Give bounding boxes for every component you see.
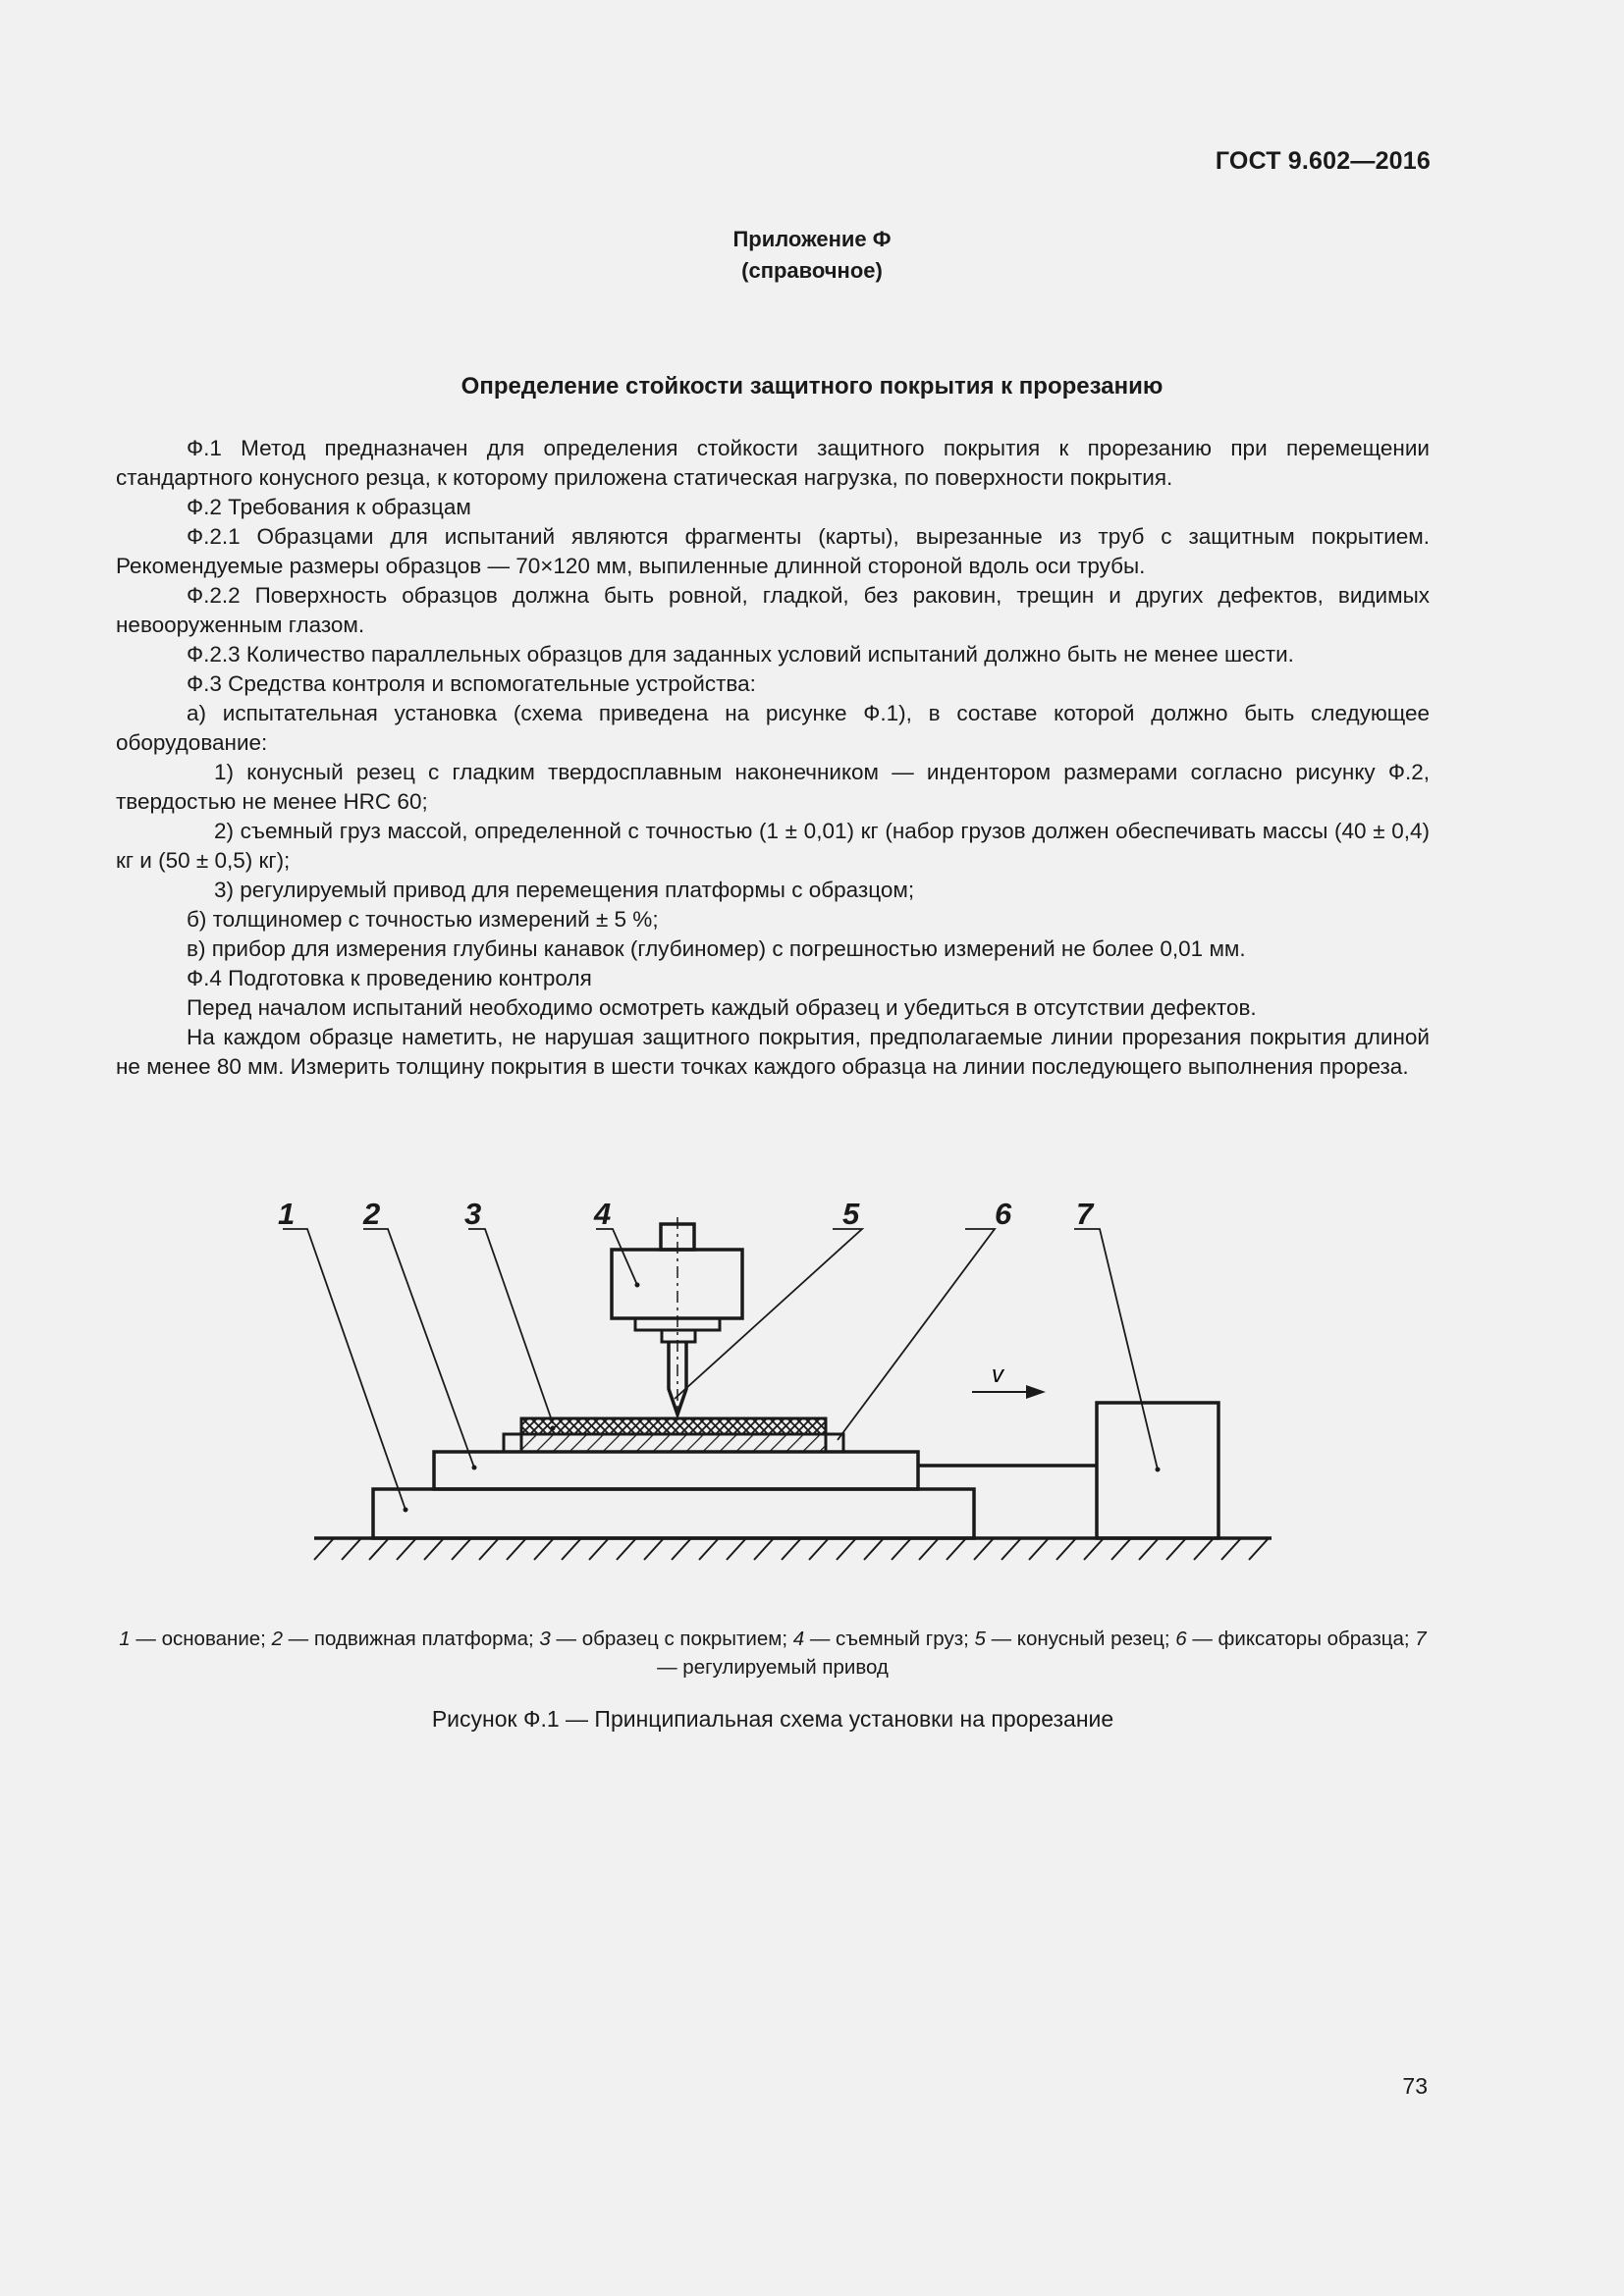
callout-7: 7 [1076,1197,1094,1231]
leader-lines [283,1229,1158,1510]
legend-text-3: — образец с покрытием; [550,1628,793,1650]
paragraph-f2: Ф.2 Требования к образцам [187,495,471,519]
paragraph-f3-a1: 1) конусный резец с гладким твердосплавным наконечником — индентором размерами согласно рисунку Ф.2, твердостью не менее HRC 60; [116,760,1430,814]
legend-num-4: 4 [792,1628,805,1650]
paragraph-f2-2: Ф.2.2 Поверхность образцов должна быть ровной, гладкой, без раковин, трещин и других дефектов, видимых невооруженным глазом. [116,583,1430,637]
paragraph-f3-v: в) прибор для измерения глубины канавок (глубиномер) с погрешностью измерений не более 0,01 мм. [187,936,1246,961]
appendix-title: Приложение Ф [732,227,892,251]
callout-4: 4 [594,1197,612,1231]
test-rig-diagram [278,1183,1286,1575]
callout-2: 2 [363,1197,381,1231]
page-number: 73 [1402,2073,1428,2099]
legend-text-1: — основание; [130,1628,272,1650]
callout-1: 1 [278,1197,296,1231]
appendix-heading [0,224,1624,287]
legend-num-5: 5 [974,1628,986,1650]
legend-text-4: — съемный груз; [804,1628,975,1650]
sample-coating [521,1418,826,1434]
sample-body [521,1434,826,1452]
legend-text-7: — регулируемый привод [657,1656,889,1679]
callout-6: 6 [995,1197,1012,1231]
velocity-label: v [992,1362,1003,1388]
ground-line [314,1538,1272,1560]
paragraph-f3-a3: 3) регулируемый привод для перемещения платформы с образцом; [214,878,915,902]
legend-num-7: 7 [1415,1628,1427,1650]
legend-text-2: — подвижная платформа; [282,1628,540,1650]
legend-text-6: — фиксаторы образца; [1186,1628,1416,1650]
paragraph-f3-b: б) толщиномер с точностью измерений ± 5 %; [187,907,659,932]
legend-num-2: 2 [271,1628,283,1650]
legend-num-6: 6 [1175,1628,1187,1650]
conical-cutter [669,1342,686,1415]
base [373,1489,974,1538]
paragraph-f1: Ф.1 Метод предназначен для определения стойкости защитного покрытия к прорезанию при перемещении стандартного конусного резца, к которому приложена статическая нагрузка, по поверхности покрытия. [116,436,1430,490]
document-code: ГОСТ 9.602—2016 [1215,147,1431,175]
paragraph-f2-3: Ф.2.3 Количество параллельных образцов для заданных условий испытаний должно быть не менее шести. [187,642,1294,667]
legend-num-1: 1 [119,1628,131,1650]
paragraph-f4: Ф.4 Подготовка к проведению контроля [187,966,592,990]
callout-5: 5 [842,1197,860,1231]
fixator-left [504,1434,521,1452]
paragraph-f4-inspect: Перед началом испытаний необходимо осмотреть каждый образец и убедиться в отсутствии дефектов. [187,995,1257,1020]
figure-caption: Рисунок Ф.1 — Принципиальная схема установки на прорезание [431,1706,1114,1732]
body-text [116,434,1430,1082]
callout-3: 3 [464,1197,482,1231]
movable-platform [434,1452,918,1489]
paragraph-f3: Ф.3 Средства контроля и вспомогательные устройства: [187,671,756,696]
paragraph-f3-a: а) испытательная установка (схема приведена на рисунке Ф.1), в составе которой должно быть следующее оборудование: [116,701,1430,755]
appendix-type: (справочное) [741,258,883,283]
paragraph-f4-mark: На каждом образце наметить, не нарушая защитного покрытия, предполагаемые линии прорезания покрытия длиной не менее 80 мм. Измерить толщину покрытия в шести точках каждого образца на линии последующего выполнения прореза. [116,1025,1430,1079]
velocity-arrow [972,1385,1046,1399]
paragraph-f2-1: Ф.2.1 Образцами для испытаний являются фрагменты (карты), вырезанные из труб с защитным покрытием. Рекомендуемые размеры образцов — 70×120 мм, выпиленные длинной стороной вдоль оси трубы. [116,524,1430,578]
section-title: Определение стойкости защитного покрытия к прорезанию [460,373,1164,400]
legend-text-5: — конусный резец; [985,1628,1176,1650]
legend-num-3: 3 [539,1628,551,1650]
figure-legend [116,1625,1430,1682]
paragraph-f3-a2: 2) съемный груз массой, определенной с точностью (1 ± 0,01) кг (набор грузов должен обеспечивать массы (40 ± 0,4) кг и (50 ± 0,5) кг); [116,819,1430,873]
